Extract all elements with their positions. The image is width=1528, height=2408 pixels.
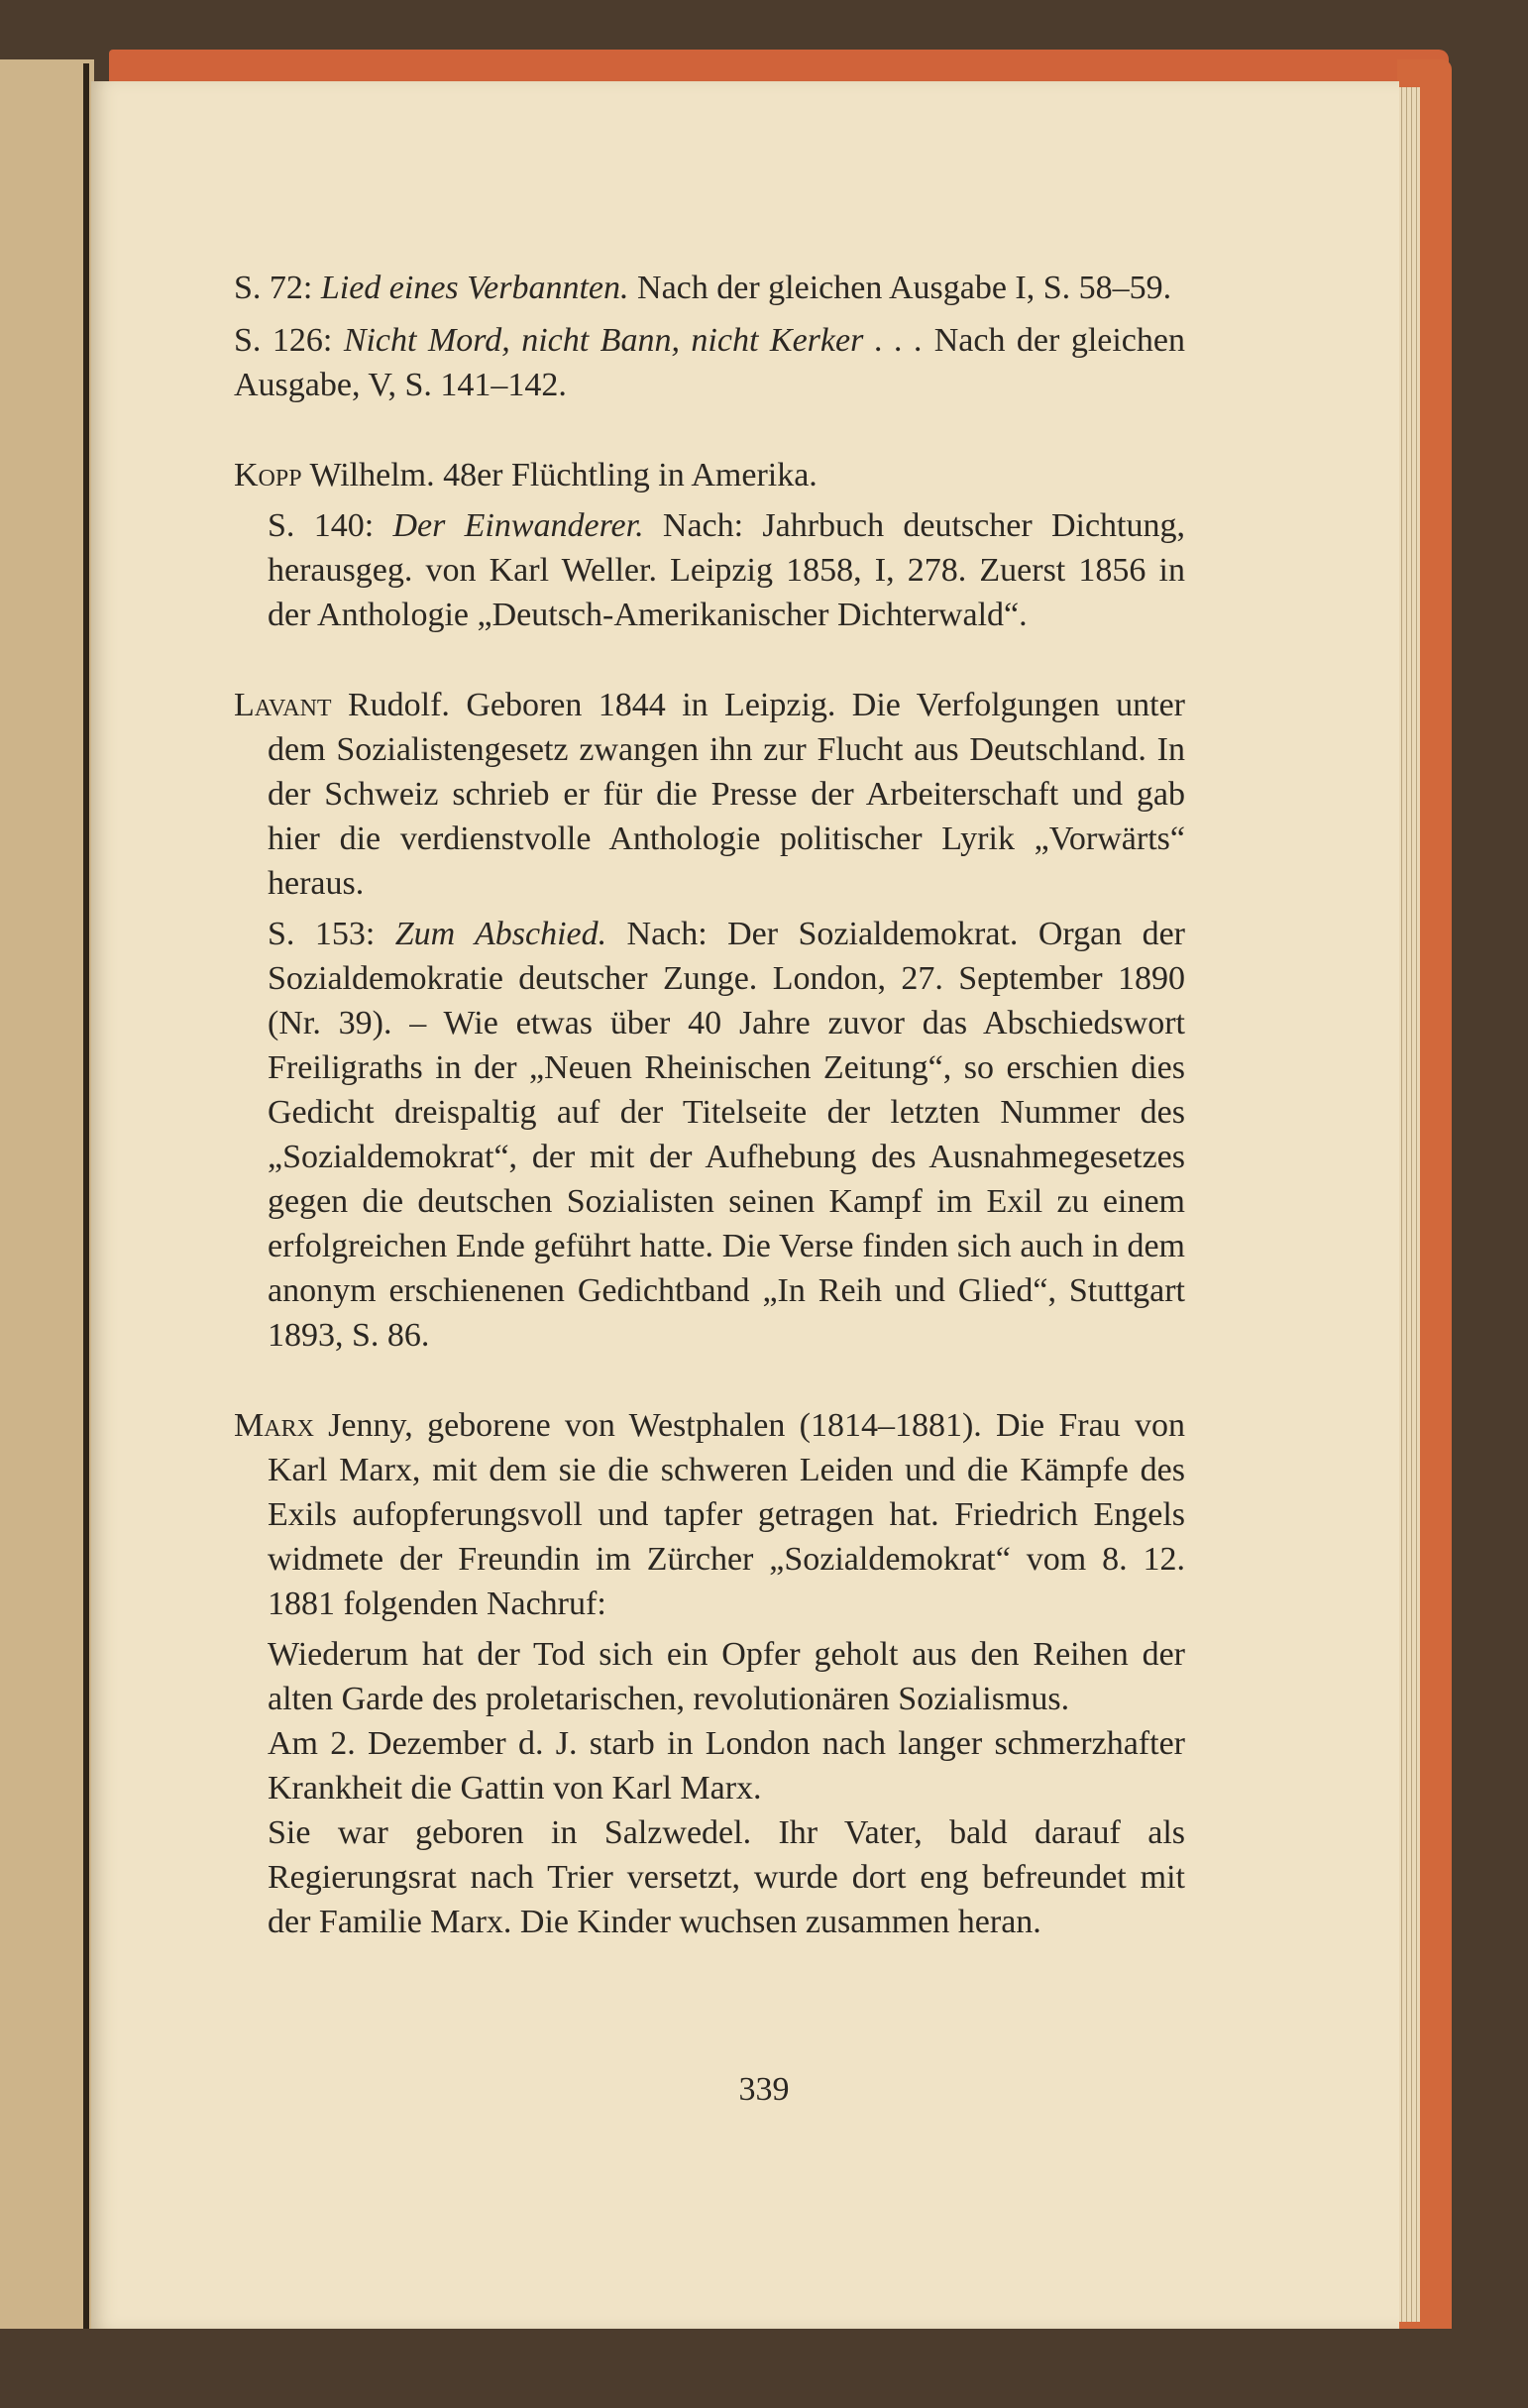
source-text: Nach der gleichen Ausgabe I, S. 58–59. bbox=[628, 270, 1172, 306]
author-bio: Wilhelm. 48er Flüchtling in Amerika. bbox=[301, 457, 818, 493]
source-line bbox=[234, 503, 1185, 637]
source-text: Nach: Der Sozialdemokrat. Organ der Sozialdemokratie deutscher Zunge. London, 27. September 1890 (Nr. 39). – Wie etwas über 40 Jahre zuvor das Abschiedswort Freiligraths in der „Neuen Rheinischen Zeitung“, so erschien dies Gedicht dreispaltig auf der Titelseite der letzten Nummer des „Sozialdemokrat“, der mit der Aufhebung des Ausnahmegesetzes gegen die deutschen Sozialisten seinen Kampf im Exil zu einem erfolgreichen Ende geführt hatte. Die Verse finden sich auch in dem anonym erschienenen Gedichtband „In Reih und Glied“, Stuttgart 1893, S. 86. bbox=[268, 916, 1186, 1354]
source-ref: S. 140: bbox=[268, 507, 393, 544]
author-bio: Rudolf. Geboren 1844 in Leipzig. Die Verfolgungen unter dem Sozialistengesetz zwangen ihn zur Flucht aus Deutschland. In der Schweiz schrieb er für die Presse der Arbeiterschaft und gab hier die verdienstvolle Anthologie politischer Lyrik „Vorwärts“ heraus. bbox=[268, 687, 1185, 902]
poem-title: Der Einwanderer. bbox=[392, 507, 644, 544]
poem-title: Zum Abschied. bbox=[394, 916, 607, 952]
source-line bbox=[234, 912, 1185, 1358]
source-text: Nach: Jahrbuch deutscher Dichtung, herausgeg. von Karl Weller. Leipzig 1858, I, 278. Zuerst 1856 in der Anthologie „Deutsch-Amerikanischer Dichterwald“. bbox=[268, 507, 1185, 633]
entry-heading bbox=[234, 683, 1185, 906]
entry-heading bbox=[234, 1403, 1185, 1626]
author-name: Lavant bbox=[234, 687, 332, 723]
author-name: Kopp bbox=[234, 457, 302, 493]
entry-lavant bbox=[234, 683, 1185, 1358]
source-line bbox=[234, 318, 1185, 407]
entry-marx bbox=[234, 1403, 1185, 1944]
source-ref: S. 72: bbox=[234, 270, 321, 306]
source-text: Nach der gleichen Ausgabe, V, S. 141–142. bbox=[234, 322, 1185, 403]
source-line bbox=[234, 266, 1185, 310]
source-ref: S. 153: bbox=[268, 916, 395, 952]
quote-paragraph: Sie war geboren in Salzwedel. Ihr Vater, bald darauf als Regierungsrat nach Trier versetzt, wurde dort eng befreundet mit der Familie Marx. Die Kinder wuchsen zusammen heran. bbox=[268, 1814, 1185, 1940]
page-number: 339 bbox=[738, 2071, 790, 2108]
book-cover-back bbox=[0, 59, 94, 2408]
source-ref: S. 126: bbox=[234, 322, 344, 359]
page-text bbox=[234, 266, 1185, 1944]
author-name: Marx bbox=[234, 1407, 314, 1444]
quote-paragraph: Wiederum hat der Tod sich ein Opfer geholt aus den Reihen der alten Garde des proletarischen, revolutionären Sozialismus. bbox=[268, 1636, 1185, 1717]
poem-title: Lied eines Verbannten. bbox=[320, 270, 629, 306]
entry-kopp bbox=[234, 453, 1185, 637]
entry-heading bbox=[234, 453, 1185, 497]
quote-paragraph: Am 2. Dezember d. J. starb in London nach langer schmerzhafter Krankheit die Gattin von Karl Marx. bbox=[268, 1725, 1185, 1806]
book-bottom-cover bbox=[0, 2329, 1528, 2408]
poem-title: Nicht Mord, nicht Bann, nicht Kerker . . . bbox=[343, 322, 924, 359]
author-bio: Jenny, geborene von Westphalen (1814–1881). Die Frau von Karl Marx, mit dem sie die schweren Leiden und die Kämpfe des Exils aufopferungsvoll und tapfer getragen hat. Friedrich Engels widmete der Freundin im Zürcher „Sozialdemokrat“ vom 8. 12. 1881 folgenden Nachruf: bbox=[268, 1407, 1185, 1622]
entry-continuation bbox=[234, 266, 1185, 407]
cover-edge bbox=[83, 63, 89, 2408]
